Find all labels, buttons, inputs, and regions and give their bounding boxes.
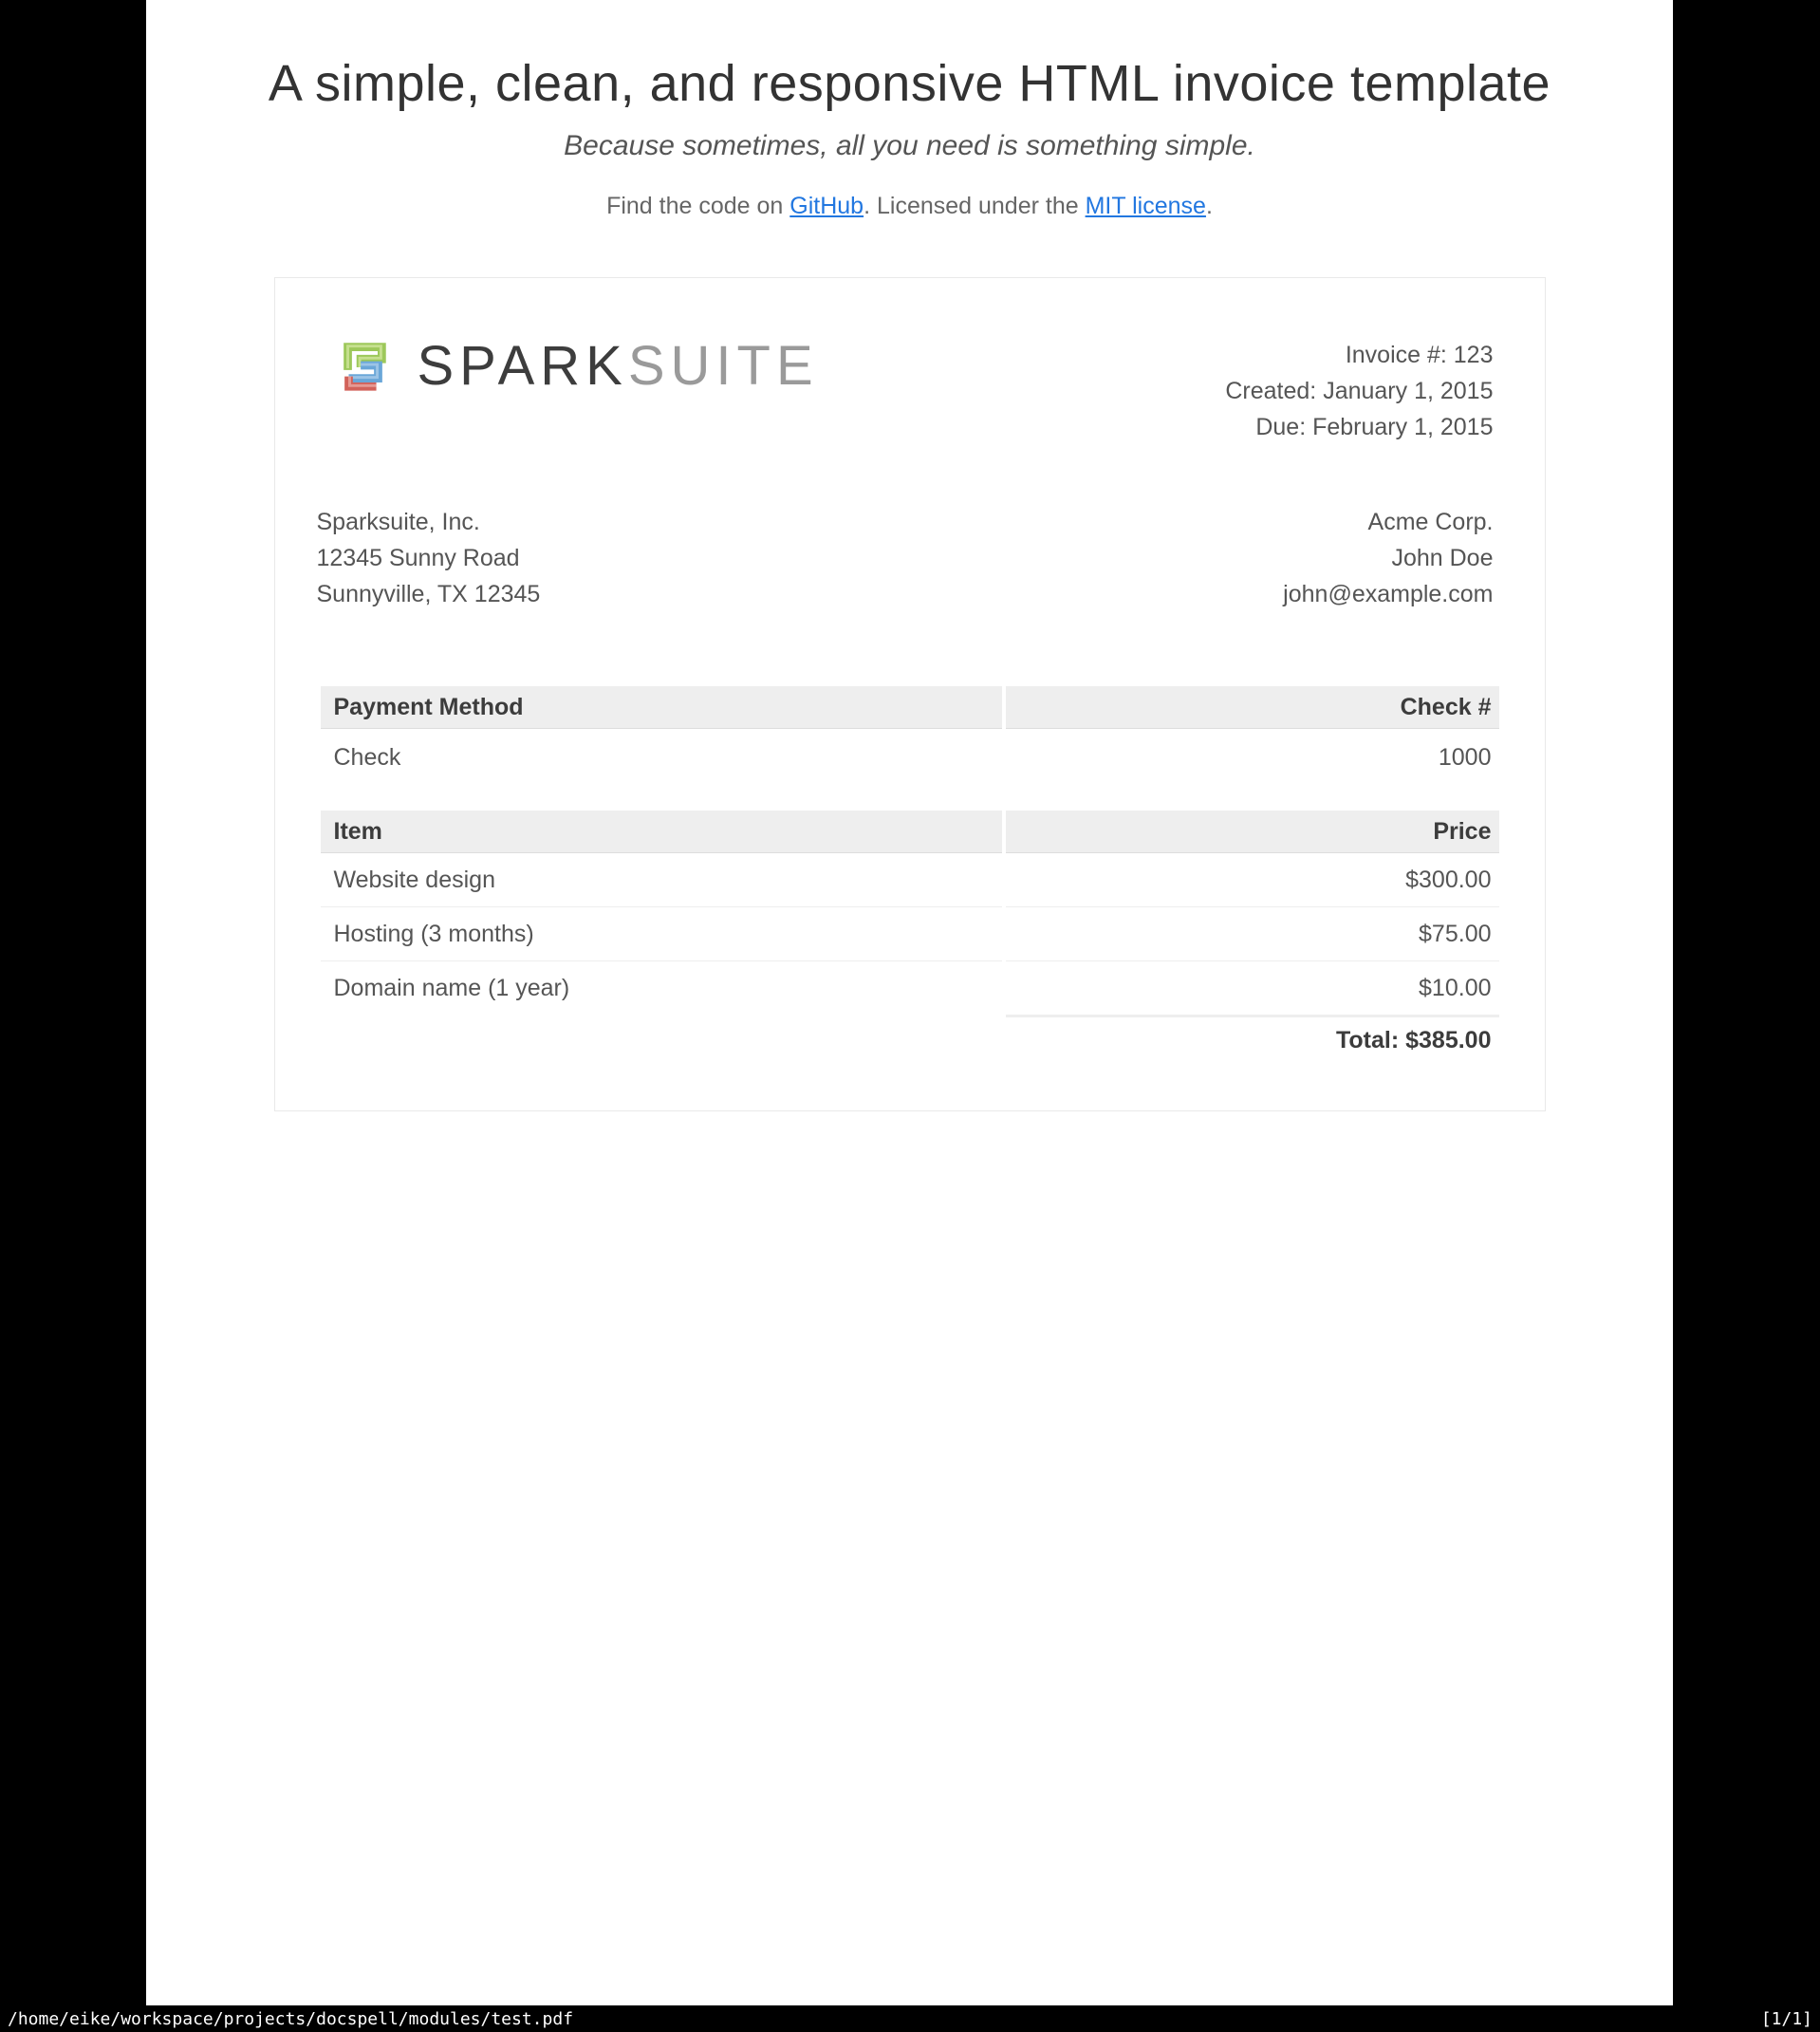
item-name: Hosting (3 months): [321, 907, 1002, 961]
check-number-value: 1000: [1438, 744, 1492, 771]
links-middle-text: . Licensed under the: [864, 193, 1086, 219]
page-title: A simple, clean, and responsive HTML invoice template: [268, 55, 1551, 112]
invoice-meta: [1225, 337, 1502, 445]
invoice-total: Total: $385.00: [1006, 1015, 1499, 1053]
price-header: Price: [1006, 811, 1499, 853]
item-price: $10.00: [1419, 975, 1492, 1001]
item-name: Website design: [321, 853, 1002, 907]
invoice-box: [274, 277, 1546, 1111]
item-row: [321, 961, 1499, 1015]
links-line: [146, 192, 1673, 220]
logo-spark-text: SPARK: [417, 335, 628, 397]
payment-details-row: [321, 729, 1499, 811]
logo-suite-text: SUITE: [627, 335, 819, 397]
payment-method-value: Check: [333, 744, 401, 771]
invoice-due-date: Due: February 1, 2015: [1255, 414, 1494, 440]
sender-company: Sparksuite, Inc.: [316, 509, 480, 535]
mit-license-link[interactable]: MIT license: [1085, 193, 1206, 219]
item-header: Item: [321, 811, 1002, 853]
recipient-address: [1283, 504, 1502, 612]
item-price: $75.00: [1006, 907, 1499, 961]
links-prefix-text: Find the code on: [606, 193, 790, 219]
invoice-created-date: Created: January 1, 2015: [1225, 378, 1494, 404]
invoice-top-row: [317, 337, 1503, 445]
recipient-name: John Doe: [1391, 545, 1494, 571]
sender-street: 12345 Sunny Road: [316, 545, 520, 571]
statusbar-file-path: /home/eike/workspace/projects/docspell/modules/test.pdf: [8, 2008, 574, 2029]
statusbar-page-indicator: [1/1]: [1760, 2008, 1812, 2029]
pdf-page[interactable]: [146, 0, 1673, 2005]
invoice-table: [317, 686, 1503, 1053]
links-suffix-text: .: [1205, 193, 1213, 219]
statusbar: [0, 2005, 1820, 2032]
page-subtitle: Because sometimes, all you need is something simple.: [564, 130, 1255, 161]
item-row: [321, 907, 1499, 961]
item-name: Domain name (1 year): [333, 975, 570, 1001]
sender-address: [317, 504, 541, 612]
recipient-company: Acme Corp.: [1367, 509, 1494, 535]
github-link[interactable]: GitHub: [789, 193, 864, 219]
item-price: $300.00: [1006, 853, 1499, 907]
payment-header-row: [321, 686, 1499, 729]
sparksuite-logo-icon: [334, 337, 393, 396]
item-header-row: [321, 811, 1499, 853]
total-row: [321, 1015, 1499, 1053]
sparksuite-logo: [317, 337, 819, 396]
recipient-email: john@example.com: [1283, 581, 1494, 607]
payment-method-header: Payment Method: [321, 686, 1002, 729]
check-number-header: Check #: [1006, 686, 1499, 729]
invoice-number: Invoice #: 123: [1345, 342, 1494, 368]
sender-city: Sunnyville, TX 12345: [316, 581, 541, 607]
item-row: [321, 853, 1499, 907]
sparksuite-logo-text: [418, 337, 819, 396]
invoice-information-row: [317, 504, 1503, 612]
